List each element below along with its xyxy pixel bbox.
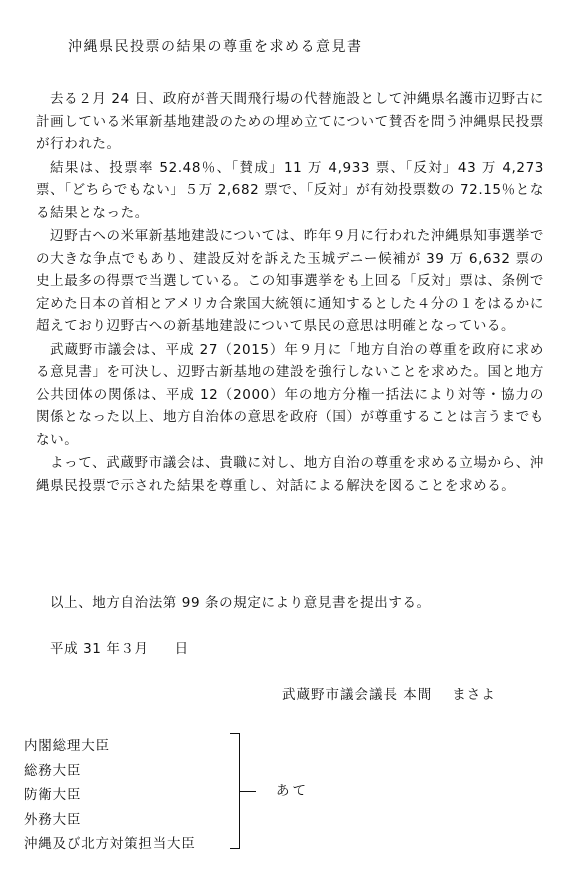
addressed-to-label: あて xyxy=(276,783,309,799)
signer-line xyxy=(282,684,496,706)
recipient-bracket xyxy=(230,733,240,849)
recipient-bracket-tick xyxy=(240,791,256,792)
signer-family-name: 本間 xyxy=(403,687,433,703)
date-day-suffix: 日 xyxy=(174,641,189,657)
signer-given-name: まさよ xyxy=(452,687,496,703)
date-year-month: 平成 31 年３月 xyxy=(50,641,149,657)
paragraph-results: 結果は、投票率 52.48％、「賛成」11 万 4,933 票、「反対」43 万 4,273 票、「どちらでもない」５万 2,682 票で、「反対」が有効投票数の 72.15％となる結果となった。 xyxy=(36,159,544,221)
signer-title: 武蔵野市議会議長 xyxy=(282,687,398,703)
paragraph-referendum: 去る２月 24 日、政府が普天間飛行場の代替施設として沖縄県名護市辺野古に計画している米軍新基地建設のための埋め立てについて賛否を問う沖縄県民投票が行われた。 xyxy=(36,91,544,152)
recipient-list xyxy=(24,734,196,857)
recipient-item: 総務大臣 xyxy=(24,762,82,779)
document-date xyxy=(50,638,189,660)
paragraph-council-history: 武蔵野市議会は、平成 27（2015）年９月に「地方自治の尊重を政府に求める意見書」を可決し、辺野古新基地の建設を強行しないことを求めた。国と地方公共団体の関係は、平成 12（2000）年の地方分権一括法により対等・協力の関係となった以上、地方自治体の意思を政府（国）が尊重することは言うまでもない。 xyxy=(36,341,544,448)
document-body xyxy=(36,88,544,497)
recipient-item: 外務大臣 xyxy=(24,811,82,828)
paragraph-governor-election: 辺野古への米軍新基地建設については、昨年９月に行われた沖縄県知事選挙での大きな争点でもあり、建設反対を訴えた玉城デニー候補が 39 万 6,632 票の史上最多の得票で当選している。この知事選挙をも上回る「反対」票は、条例で定めた日本の首相とアメリカ合衆国大統領に通知するとした４分の１をはるかに超えており辺野古への新基地建設について県民の意思は明確となっている。 xyxy=(36,228,544,334)
document-title: 沖縄県民投票の結果の尊重を求める意見書 xyxy=(68,39,363,55)
paragraph-request: よって、武蔵野市議会は、貴職に対し、地方自治の尊重を求める立場から、沖縄県民投票で示された結果を尊重し、対話による解決を図ることを求める。 xyxy=(36,455,544,494)
recipient-item: 沖縄及び北方対策担当大臣 xyxy=(24,836,196,852)
closing-statement: 以上、地方自治法第 99 条の規定により意見書を提出する。 xyxy=(50,595,431,611)
recipient-item: 内閣総理大臣 xyxy=(24,738,110,754)
recipient-item: 防衛大臣 xyxy=(24,787,82,803)
